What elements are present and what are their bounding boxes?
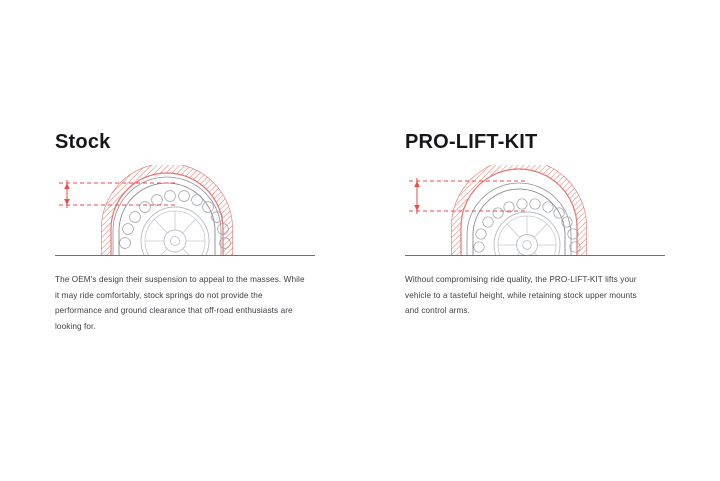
hub [171,237,180,246]
page-title-stock: Stock [55,131,111,153]
page-title-pro-lift-kit: PRO-LIFT-KIT [405,131,538,153]
diagram-stock [55,165,315,265]
diagram-pro-lift-kit [405,165,665,265]
wheel-rim [141,207,209,265]
caption-stock: The OEM's design their suspension to appeal to the masses. While it may ride comfortably, stock springs do not provide the performance and ground clearance that off-road enthusiasts are looking for. [55,275,305,331]
hub [523,241,532,250]
caption-pro-lift-kit: Without compromising ride quality, the PRO-LIFT-KIT lifts your vehicle to a tasteful height, while retaining stock upper mounts and control arms. [405,275,637,315]
wheel-rim [494,212,560,265]
